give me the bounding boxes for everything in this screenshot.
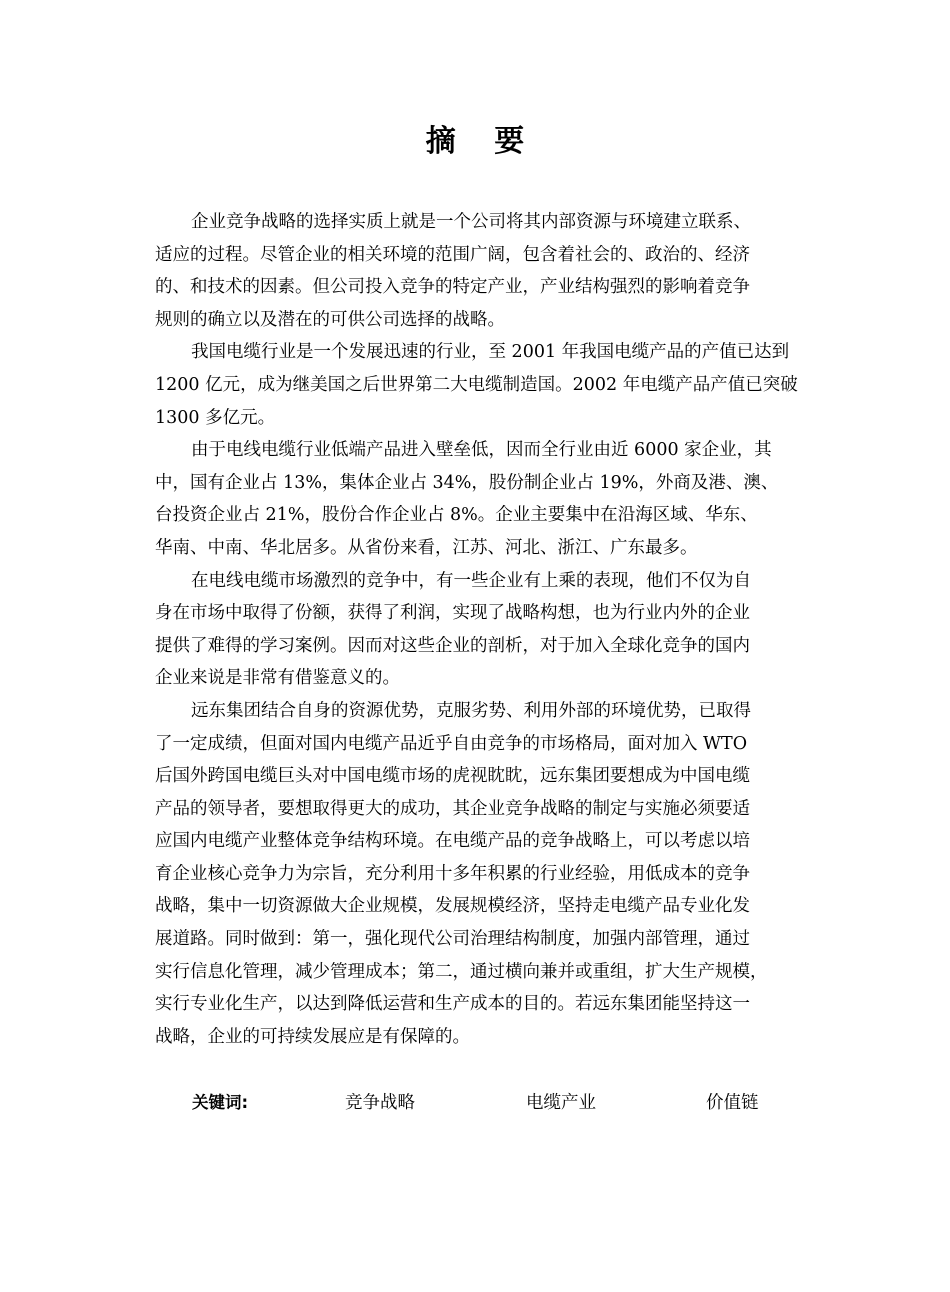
text-line: 企业竞争战略的选择实质上就是一个公司将其内部资源与环境建立联系、 [191, 212, 751, 232]
text-line: 企业来说是非常有借鉴意义的。 [155, 668, 400, 689]
text-line: 提供了难得的学习案例。因而对这些企业的剖析，对于加入全球化竞争的国内 [155, 635, 750, 656]
keywords-row [0, 1086, 950, 1120]
text-line: 由于电线电缆行业低端产品进入壁垒低，因而全行业由近 6000 家企业，其 [191, 440, 772, 461]
text-line: 1300 多亿元。 [155, 407, 276, 428]
text-line: 台投资企业占 21%，股份合作企业占 8%。企业主要集中在沿海区域、华东、 [155, 505, 758, 526]
text-line: 身在市场中取得了份额，获得了利润，实现了战略构想，也为行业内外的企业 [155, 603, 750, 624]
keywords-label: 关键词: [192, 1093, 249, 1112]
text-line: 在电线电缆市场激烈的竞争中，有一些企业有上乘的表现，他们不仅为自 [191, 570, 751, 591]
text-line: 适应的过程。尽管企业的相关环境的范围广阔，包含着社会的、政治的、经济 [155, 244, 750, 265]
page-title: 摘 要 [425, 124, 539, 159]
text-line: 华南、中南、华北居多。从省份来看，江苏、河北、浙江、广东最多。 [155, 537, 698, 558]
text-line: 应国内电缆产业整体竞争结构环境。在电缆产品的竞争战略上，可以考虑以培 [155, 831, 750, 852]
text-line: 战略，集中一切资源做大企业规模，发展规模经济，坚持走电缆产品专业化发 [155, 896, 750, 917]
text-line: 实行信息化管理，减少管理成本；第二，通过横向兼并或重组，扩大生产规模， [155, 961, 768, 982]
text-line: 1200 亿元，成为继美国之后世界第二大电缆制造国。2002 年电缆产品产值已突破 [155, 374, 798, 395]
keyword: 电缆产业 [526, 1093, 596, 1113]
text-line: 战略，企业的可持续发展应是有保障的。 [155, 1026, 470, 1047]
text-line: 规则的确立以及潜在的可供公司选择的战略。 [155, 309, 505, 330]
text-line: 远东集团结合自身的资源优势，克服劣势、利用外部的环境优势，已取得 [191, 700, 751, 721]
text-line: 展道路。同时做到：第一，强化现代公司治理结构制度，加强内部管理，通过 [155, 929, 750, 950]
text-line: 后国外跨国电缆巨头对中国电缆市场的虎视眈眈，远东集团要想成为中国电缆 [155, 766, 750, 787]
abstract-body [155, 206, 797, 1053]
text-line: 了一定成绩，但面对国内电缆产品近乎自由竞争的市场格局，面对加入 WTO [155, 733, 748, 754]
text-line: 实行专业化生产，以达到降低运营和生产成本的目的。若远东集团能坚持这一 [155, 994, 750, 1015]
text-line: 中，国有企业占 13%，集体企业占 34%，股份制企业占 19%，外商及港、澳、 [155, 472, 779, 493]
text-line: 的、和技术的因素。但公司投入竞争的特定产业，产业结构强烈的影响着竞争 [155, 277, 750, 298]
keyword: 竞争战略 [345, 1093, 415, 1113]
keyword: 价值链 [706, 1093, 759, 1113]
text-line: 育企业核心竞争力为宗旨，充分利用十多年积累的行业经验，用低成本的竞争 [155, 863, 750, 884]
text-line: 我国电缆行业是一个发展迅速的行业，至 2001 年我国电缆产品的产值已达到 [191, 342, 790, 363]
text-line: 产品的领导者，要想取得更大的成功，其企业竞争战略的制定与实施必须要适 [155, 798, 750, 819]
